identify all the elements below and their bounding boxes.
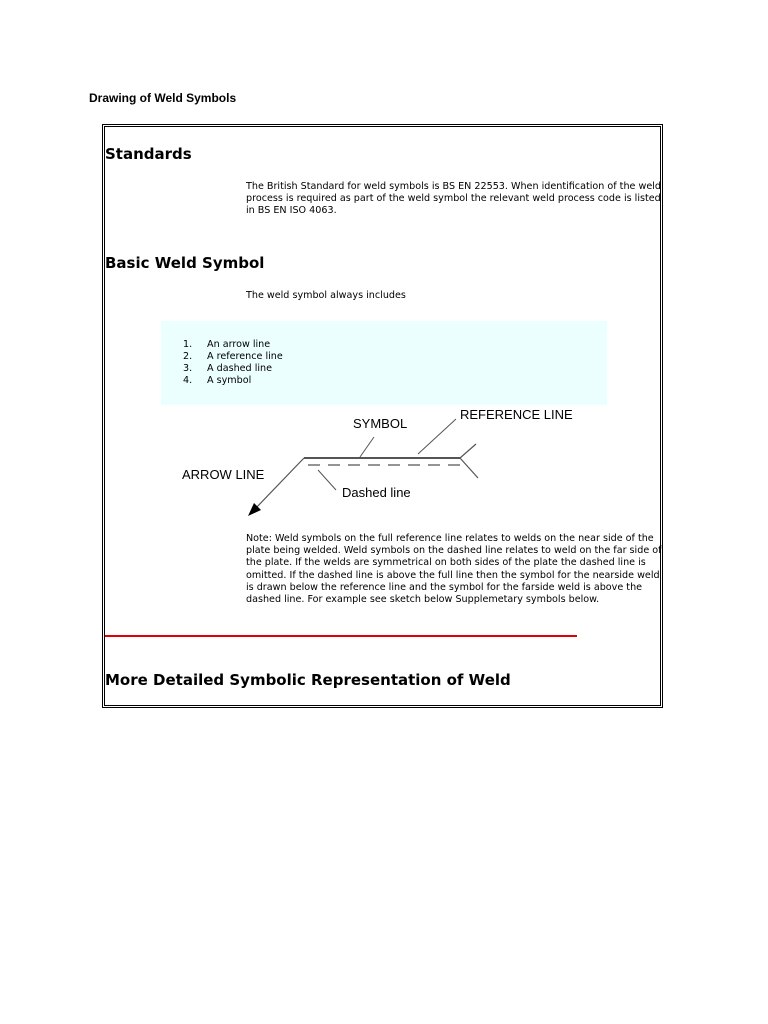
tail-lower	[460, 458, 478, 478]
diagram-label-dashed: Dashed line	[342, 485, 411, 500]
diagram-label-reference: REFERENCE LINE	[460, 407, 573, 422]
standards-text: The British Standard for weld symbols is BS EN 22553. When identification of the weld process is required as part of the weld symbol the relevant weld process code is listed in BS EN ISO 4063.	[246, 181, 661, 217]
list-item: 2. A reference line	[183, 351, 283, 362]
list-item: 4. A symbol	[183, 375, 252, 386]
weld-symbol-diagram	[170, 400, 600, 520]
weld-symbol-components-list	[183, 339, 283, 387]
weld-symbol-components-box	[161, 321, 607, 405]
note-text: Note: Weld symbols on the full reference line relates to welds on the near side of the plate being welded. Weld symbols on the dashed line relates to weld on the far side of the plate. If the welds are symmetrical on both sides of the plate the dashed line is omitted. If the dashed line is above the full line then the symbol for the nearside weld is drawn below the reference line and the symbol for the farside weld is above the dashed line. For example see sketch below Supplemetary symbols below.	[246, 533, 662, 606]
diagram-label-arrow: ARROW LINE	[182, 467, 265, 482]
basic-weld-symbol-heading: Basic Weld Symbol	[105, 254, 265, 272]
standards-heading: Standards	[105, 145, 192, 163]
diagram-label-symbol: SYMBOL	[353, 416, 408, 431]
tail-upper	[460, 444, 476, 458]
arrow-line	[254, 458, 304, 510]
section-divider	[105, 635, 577, 637]
list-item: 3. A dashed line	[183, 363, 273, 374]
basic-intro-text: The weld symbol always includes	[246, 290, 406, 301]
document-title: Drawing of Weld Symbols	[89, 91, 237, 105]
list-item: 1. An arrow line	[183, 339, 271, 350]
detailed-representation-heading: More Detailed Symbolic Representation of Weld	[105, 671, 511, 689]
